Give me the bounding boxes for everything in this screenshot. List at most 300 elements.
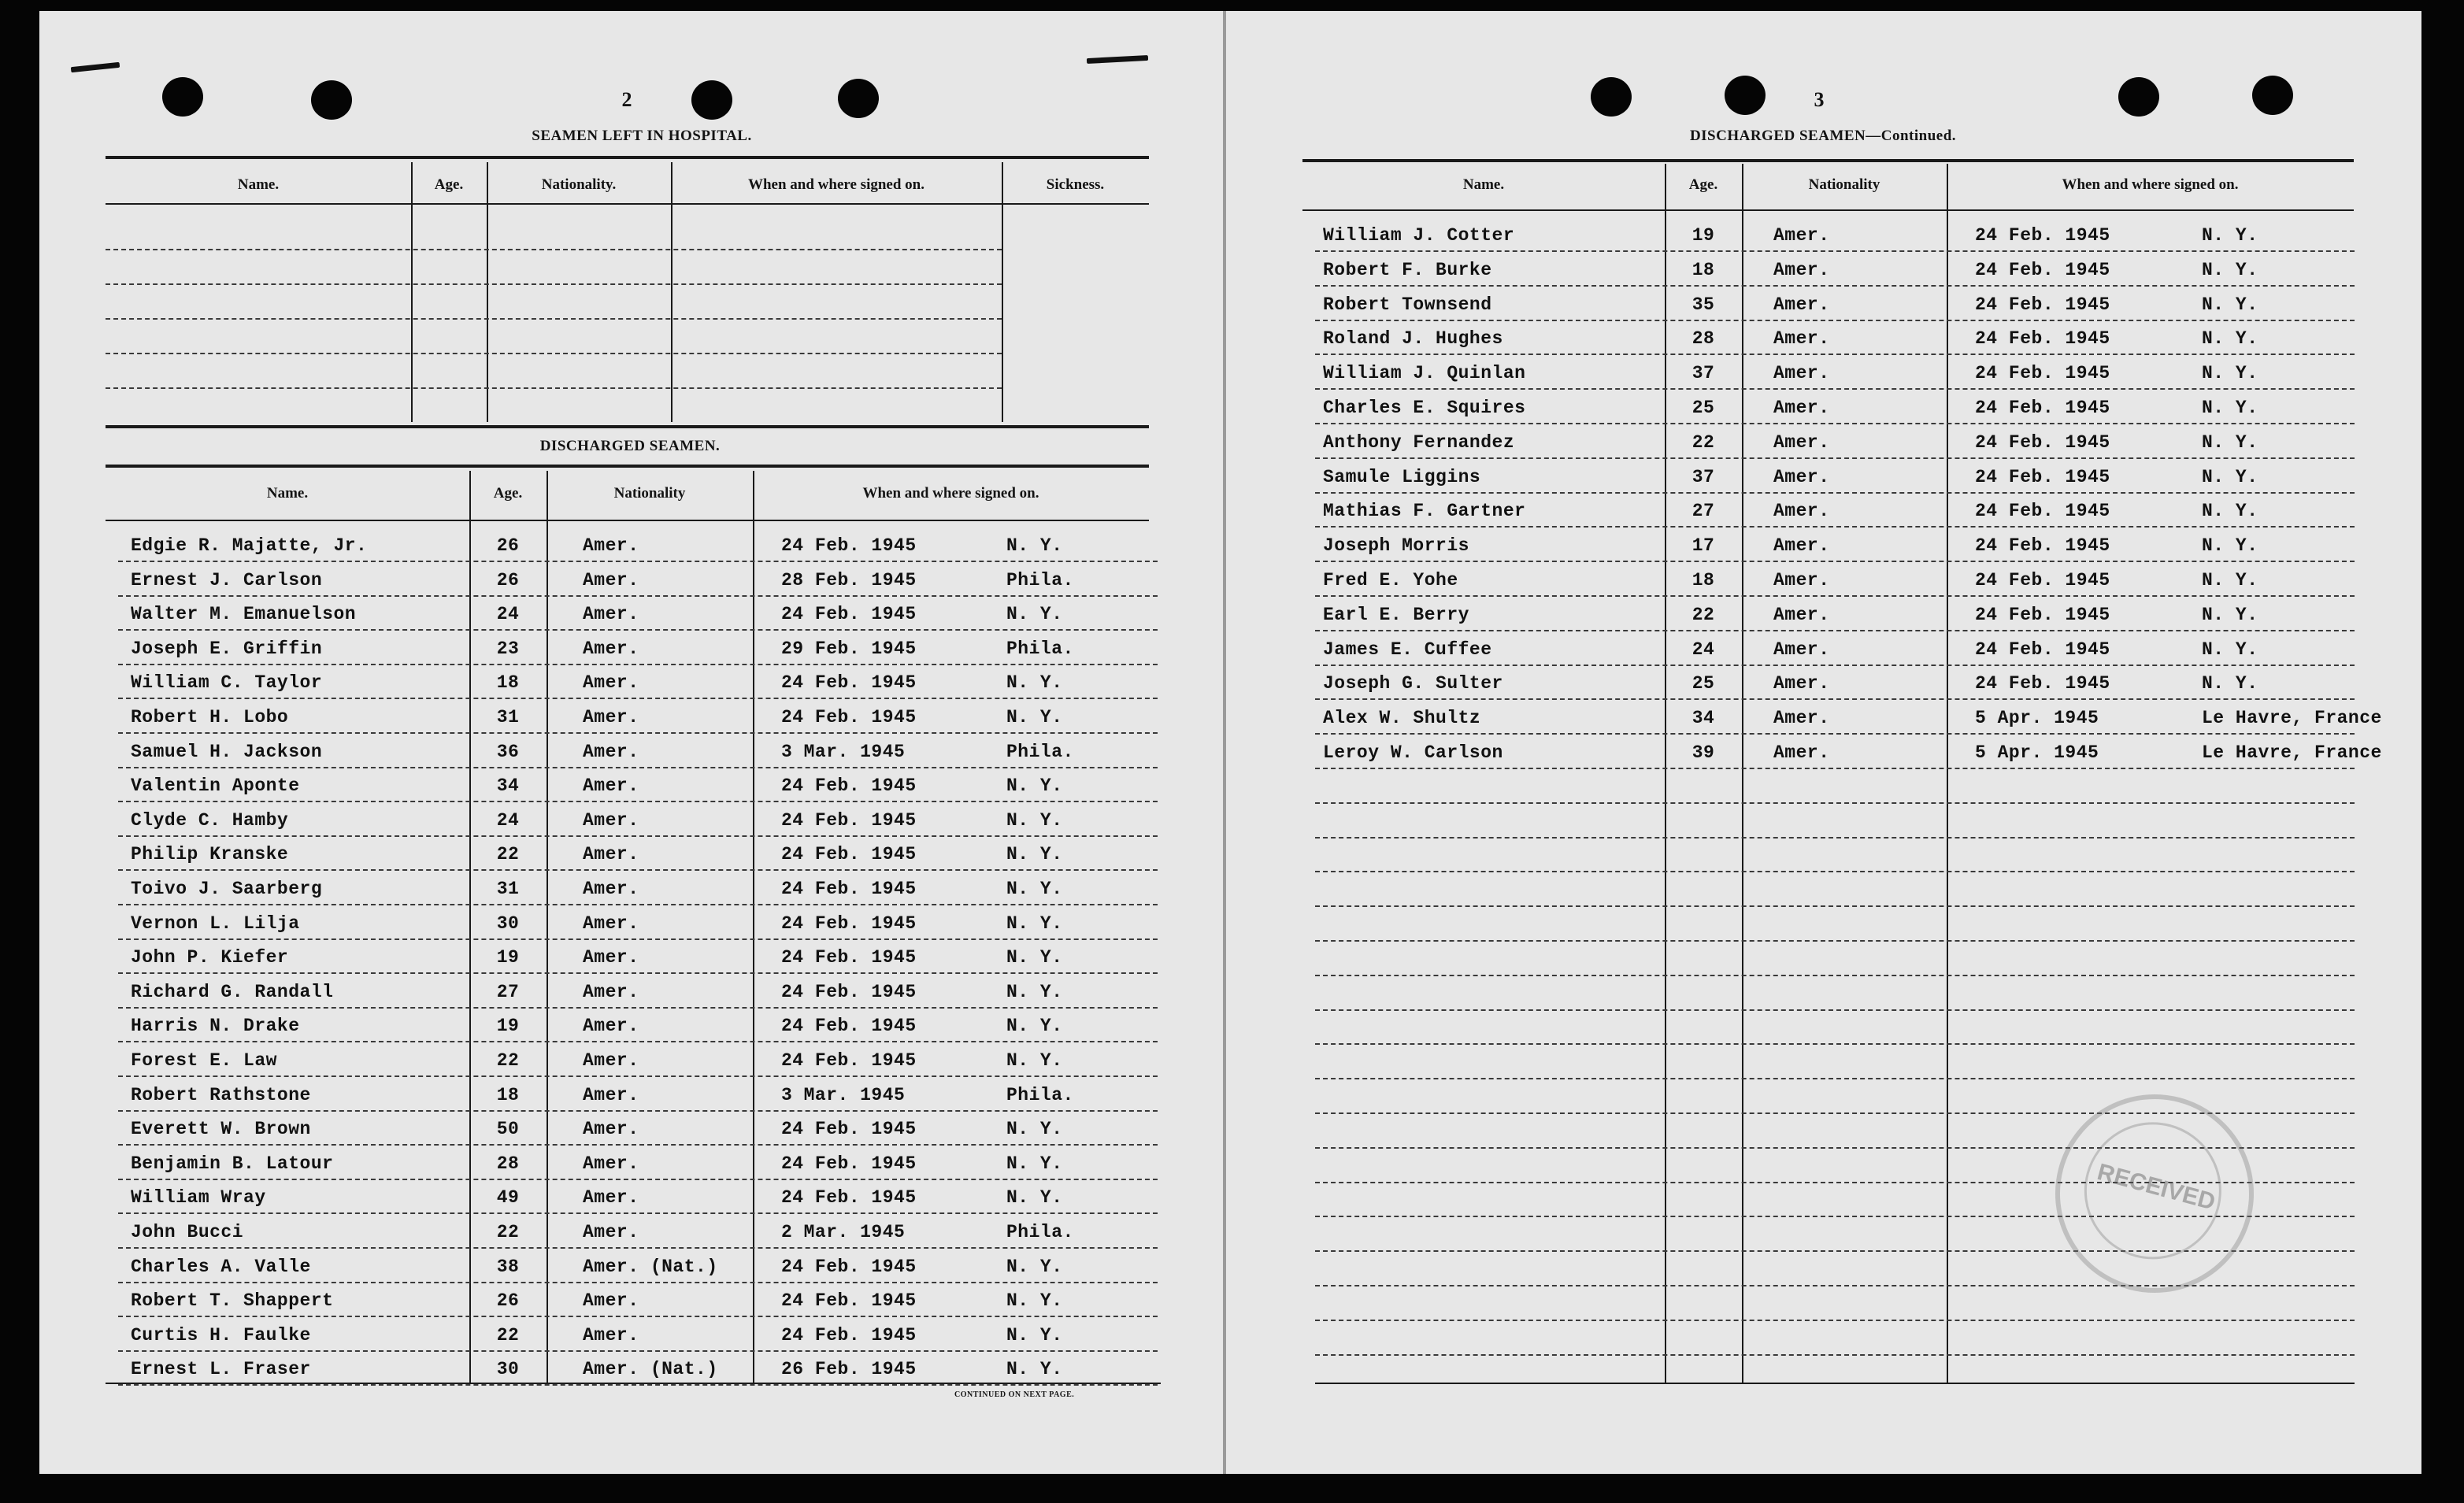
signed-on-place: Le Havre, France bbox=[2202, 708, 2382, 728]
seaman-age: 26 bbox=[496, 535, 520, 556]
signed-on-date: 24 Feb. 1945 bbox=[781, 982, 917, 1002]
row-rule bbox=[1315, 354, 2355, 355]
signed-on-place: N. Y. bbox=[1006, 844, 1063, 864]
seaman-name: Mathias F. Gartner bbox=[1323, 501, 1526, 521]
hospital-empty-row bbox=[106, 318, 1002, 320]
signed-on-place: N. Y. bbox=[1006, 982, 1063, 1002]
seaman-age: 18 bbox=[496, 1085, 520, 1105]
seaman-nationality: Amer. (Nat.) bbox=[583, 1257, 718, 1277]
signed-on-place: N. Y. bbox=[1006, 1119, 1063, 1139]
seaman-nationality: Amer. bbox=[1773, 432, 1830, 453]
hospital-col-signed-on: When and where signed on. bbox=[747, 176, 924, 193]
seaman-nationality: Amer. bbox=[1773, 260, 1830, 280]
hospital-top-rule bbox=[106, 156, 1149, 159]
seaman-nationality: Amer. bbox=[583, 1290, 639, 1311]
discharged-bottom-rule bbox=[106, 1383, 1161, 1384]
seaman-age: 50 bbox=[496, 1119, 520, 1139]
hospital-col-sickness: Sickness. bbox=[1046, 176, 1105, 193]
seaman-nationality: Amer. bbox=[1773, 501, 1830, 521]
right-col-name: Name. bbox=[1462, 176, 1505, 193]
signed-on-date: 24 Feb. 1945 bbox=[1975, 432, 2110, 453]
seaman-name: Robert T. Shappert bbox=[131, 1290, 334, 1311]
signed-on-place: Phila. bbox=[1006, 570, 1074, 590]
seaman-nationality: Amer. bbox=[1773, 398, 1830, 418]
signed-on-place: Phila. bbox=[1006, 1085, 1074, 1105]
seaman-nationality: Amer. bbox=[1773, 328, 1830, 349]
hospital-empty-row bbox=[106, 353, 1002, 354]
seaman-nationality: Amer. bbox=[583, 535, 639, 556]
seaman-name: Everett W. Brown bbox=[131, 1119, 311, 1139]
hospital-col-divider bbox=[487, 162, 488, 422]
seaman-age: 49 bbox=[496, 1187, 520, 1208]
signed-on-date: 24 Feb. 1945 bbox=[1975, 467, 2110, 487]
seaman-name: Roland J. Hughes bbox=[1323, 328, 1503, 349]
signed-on-date: 24 Feb. 1945 bbox=[781, 1153, 917, 1174]
seaman-name: John Bucci bbox=[131, 1222, 244, 1242]
row-rule bbox=[1315, 905, 2355, 907]
seaman-age: 37 bbox=[1691, 363, 1715, 383]
signed-on-date: 24 Feb. 1945 bbox=[781, 672, 917, 693]
signed-on-date: 24 Feb. 1945 bbox=[1975, 328, 2110, 349]
discharged-header-rule bbox=[106, 520, 1149, 521]
row-rule bbox=[1315, 768, 2355, 769]
seaman-name: Valentin Aponte bbox=[131, 776, 300, 796]
signed-on-date: 24 Feb. 1945 bbox=[1975, 363, 2110, 383]
signed-on-date: 24 Feb. 1945 bbox=[1975, 535, 2110, 556]
continued-note: CONTINUED ON NEXT PAGE. bbox=[954, 1390, 1075, 1399]
seaman-age: 18 bbox=[1691, 260, 1715, 280]
signed-on-place: N. Y. bbox=[2202, 501, 2258, 521]
row-rule bbox=[118, 629, 1158, 631]
signed-on-date: 24 Feb. 1945 bbox=[1975, 673, 2110, 694]
signed-on-place: N. Y. bbox=[2202, 363, 2258, 383]
seaman-nationality: Amer. bbox=[583, 1050, 639, 1071]
signed-on-date: 24 Feb. 1945 bbox=[1975, 605, 2110, 625]
signed-on-date: 24 Feb. 1945 bbox=[781, 913, 917, 934]
right-top-rule bbox=[1302, 159, 2354, 162]
hospital-col-name: Name. bbox=[237, 176, 280, 193]
row-rule bbox=[1315, 665, 2355, 666]
hospital-col-divider bbox=[411, 162, 413, 422]
signed-on-place: N. Y. bbox=[1006, 947, 1063, 968]
signed-on-date: 24 Feb. 1945 bbox=[1975, 294, 2110, 315]
signed-on-date: 24 Feb. 1945 bbox=[781, 707, 917, 727]
row-rule bbox=[1315, 388, 2355, 390]
seaman-name: Forest E. Law bbox=[131, 1050, 277, 1071]
right-col-divider bbox=[1742, 164, 1743, 1384]
signed-on-place: N. Y. bbox=[2202, 328, 2258, 349]
row-rule bbox=[118, 1350, 1158, 1352]
seaman-name: Vernon L. Lilja bbox=[131, 913, 300, 934]
seaman-age: 28 bbox=[496, 1153, 520, 1174]
punch-hole bbox=[1725, 76, 1766, 115]
seaman-age: 19 bbox=[496, 947, 520, 968]
seaman-age: 24 bbox=[1691, 639, 1715, 660]
seaman-name: Walter M. Emanuelson bbox=[131, 604, 357, 624]
signed-on-place: N. Y. bbox=[1006, 1290, 1063, 1311]
seaman-nationality: Amer. bbox=[1773, 673, 1830, 694]
seaman-age: 30 bbox=[496, 913, 520, 934]
signed-on-date: 24 Feb. 1945 bbox=[781, 844, 917, 864]
seaman-name: Alex W. Shultz bbox=[1323, 708, 1481, 728]
row-rule bbox=[1315, 457, 2355, 459]
signed-on-date: 24 Feb. 1945 bbox=[781, 1016, 917, 1036]
punch-hole bbox=[1591, 77, 1632, 117]
seaman-age: 22 bbox=[496, 1222, 520, 1242]
discharged-col-name: Name. bbox=[266, 485, 309, 502]
row-rule bbox=[118, 904, 1158, 905]
row-rule bbox=[1315, 837, 2355, 838]
seaman-name: Fred E. Yohe bbox=[1323, 570, 1458, 590]
seaman-name: William J. Cotter bbox=[1323, 225, 1515, 246]
seaman-age: 19 bbox=[1691, 225, 1715, 246]
seaman-name: Clyde C. Hamby bbox=[131, 810, 289, 831]
row-rule bbox=[1315, 733, 2355, 735]
signed-on-place: N. Y. bbox=[1006, 879, 1063, 899]
stamp-text: RECEIVED bbox=[2094, 1159, 2218, 1216]
right-col-signed-on: When and where signed on. bbox=[2062, 176, 2239, 193]
hospital-bottom-rule bbox=[106, 425, 1149, 428]
page-number: 2 bbox=[621, 88, 632, 111]
seaman-age: 37 bbox=[1691, 467, 1715, 487]
seaman-name: Edgie R. Majatte, Jr. bbox=[131, 535, 368, 556]
signed-on-date: 24 Feb. 1945 bbox=[781, 604, 917, 624]
row-rule bbox=[1315, 561, 2355, 562]
signed-on-date: 24 Feb. 1945 bbox=[781, 810, 917, 831]
signed-on-place: N. Y. bbox=[1006, 535, 1063, 556]
row-rule bbox=[118, 1384, 1158, 1386]
seaman-name: Philip Kranske bbox=[131, 844, 289, 864]
seaman-nationality: Amer. bbox=[583, 570, 639, 590]
row-rule bbox=[118, 835, 1158, 837]
signed-on-place: N. Y. bbox=[2202, 260, 2258, 280]
seaman-name: John P. Kiefer bbox=[131, 947, 289, 968]
seaman-nationality: Amer. bbox=[583, 604, 639, 624]
seaman-age: 31 bbox=[496, 879, 520, 899]
signed-on-date: 24 Feb. 1945 bbox=[1975, 398, 2110, 418]
seaman-nationality: Amer. bbox=[1773, 467, 1830, 487]
seaman-nationality: Amer. bbox=[583, 639, 639, 659]
signed-on-date: 2 Mar. 1945 bbox=[781, 1222, 906, 1242]
row-rule bbox=[118, 938, 1158, 940]
right-header-rule bbox=[1302, 209, 2354, 211]
punch-hole bbox=[691, 80, 732, 120]
row-rule bbox=[1315, 423, 2355, 424]
row-rule bbox=[118, 972, 1158, 974]
page-fold bbox=[1223, 11, 1226, 1474]
signed-on-place: N. Y. bbox=[1006, 1016, 1063, 1036]
seaman-nationality: Amer. bbox=[583, 982, 639, 1002]
signed-on-place: Le Havre, France bbox=[2202, 742, 2382, 763]
row-rule bbox=[1315, 802, 2355, 804]
seaman-name: Curtis H. Faulke bbox=[131, 1325, 311, 1346]
seaman-age: 30 bbox=[496, 1359, 520, 1379]
signed-on-place: N. Y. bbox=[2202, 570, 2258, 590]
seaman-name: Robert Rathstone bbox=[131, 1085, 311, 1105]
seaman-age: 27 bbox=[496, 982, 520, 1002]
signed-on-place: N. Y. bbox=[2202, 225, 2258, 246]
seaman-name: William C. Taylor bbox=[131, 672, 323, 693]
seaman-age: 27 bbox=[1691, 501, 1715, 521]
signed-on-date: 24 Feb. 1945 bbox=[781, 1050, 917, 1071]
signed-on-place: N. Y. bbox=[2202, 605, 2258, 625]
seaman-age: 31 bbox=[496, 707, 520, 727]
signed-on-date: 24 Feb. 1945 bbox=[781, 1119, 917, 1139]
row-rule bbox=[1315, 492, 2355, 494]
seaman-nationality: Amer. bbox=[1773, 605, 1830, 625]
signed-on-place: N. Y. bbox=[1006, 707, 1063, 727]
seaman-nationality: Amer. bbox=[583, 844, 639, 864]
hospital-col-nationality: Nationality. bbox=[541, 176, 617, 193]
row-rule bbox=[118, 595, 1158, 597]
signed-on-place: N. Y. bbox=[1006, 913, 1063, 934]
row-rule bbox=[118, 1282, 1158, 1283]
seaman-age: 34 bbox=[496, 776, 520, 796]
signed-on-place: N. Y. bbox=[1006, 776, 1063, 796]
punch-hole bbox=[838, 79, 879, 118]
seaman-name: Robert H. Lobo bbox=[131, 707, 289, 727]
hospital-empty-row bbox=[106, 387, 1002, 389]
signed-on-place: N. Y. bbox=[1006, 810, 1063, 831]
row-rule bbox=[118, 869, 1158, 871]
seaman-age: 22 bbox=[496, 1050, 520, 1071]
seaman-name: William Wray bbox=[131, 1187, 266, 1208]
seaman-age: 26 bbox=[496, 1290, 520, 1311]
continued-title: DISCHARGED SEAMEN—Continued. bbox=[1689, 128, 1957, 144]
hospital-col-divider bbox=[671, 162, 673, 422]
seaman-nationality: Amer. bbox=[583, 1222, 639, 1242]
seaman-nationality: Amer. bbox=[583, 947, 639, 968]
signed-on-place: N. Y. bbox=[1006, 1257, 1063, 1277]
signed-on-date: 24 Feb. 1945 bbox=[781, 1257, 917, 1277]
punch-hole bbox=[2118, 77, 2159, 117]
row-rule bbox=[1315, 1043, 2355, 1045]
signed-on-date: 24 Feb. 1945 bbox=[781, 879, 917, 899]
signed-on-date: 5 Apr. 1945 bbox=[1975, 708, 2099, 728]
row-rule bbox=[118, 1179, 1158, 1180]
punch-hole bbox=[162, 77, 203, 117]
seaman-name: Harris N. Drake bbox=[131, 1016, 300, 1036]
row-rule bbox=[118, 1316, 1158, 1317]
seaman-nationality: Amer. bbox=[583, 672, 639, 693]
seaman-age: 22 bbox=[496, 844, 520, 864]
row-rule bbox=[118, 1110, 1158, 1112]
row-rule bbox=[118, 1247, 1158, 1249]
seaman-age: 17 bbox=[1691, 535, 1715, 556]
seaman-name: Samuel H. Jackson bbox=[131, 742, 323, 762]
hospital-title: SEAMEN LEFT IN HOSPITAL. bbox=[532, 128, 752, 144]
seaman-name: Robert F. Burke bbox=[1323, 260, 1492, 280]
row-rule bbox=[1315, 940, 2355, 942]
signed-on-date: 24 Feb. 1945 bbox=[781, 1325, 917, 1346]
signed-on-date: 24 Feb. 1945 bbox=[781, 776, 917, 796]
right-bottom-rule bbox=[1315, 1383, 2355, 1384]
row-rule bbox=[1315, 1285, 2355, 1286]
signed-on-place: N. Y. bbox=[2202, 432, 2258, 453]
seaman-age: 38 bbox=[496, 1257, 520, 1277]
signed-on-place: N. Y. bbox=[1006, 1187, 1063, 1208]
row-rule bbox=[118, 664, 1158, 665]
signed-on-place: N. Y. bbox=[1006, 1050, 1063, 1071]
signed-on-place: N. Y. bbox=[2202, 535, 2258, 556]
signed-on-place: N. Y. bbox=[2202, 639, 2258, 660]
right-col-age: Age. bbox=[1688, 176, 1718, 193]
signed-on-date: 3 Mar. 1945 bbox=[781, 1085, 906, 1105]
punch-hole bbox=[311, 80, 352, 120]
signed-on-place: N. Y. bbox=[2202, 467, 2258, 487]
row-rule bbox=[118, 1041, 1158, 1042]
signed-on-date: 24 Feb. 1945 bbox=[781, 947, 917, 968]
seaman-name: Joseph G. Sulter bbox=[1323, 673, 1503, 694]
seaman-nationality: Amer. bbox=[583, 1325, 639, 1346]
right-col-divider bbox=[1947, 164, 1948, 1384]
signed-on-date: 5 Apr. 1945 bbox=[1975, 742, 2099, 763]
signed-on-place: N. Y. bbox=[1006, 1325, 1063, 1346]
seaman-age: 25 bbox=[1691, 398, 1715, 418]
seaman-nationality: Amer. bbox=[1773, 708, 1830, 728]
seaman-age: 22 bbox=[496, 1325, 520, 1346]
seaman-nationality: Amer. bbox=[1773, 742, 1830, 763]
row-rule bbox=[1315, 320, 2355, 321]
signed-on-place: N. Y. bbox=[2202, 673, 2258, 694]
seaman-name: Charles A. Valle bbox=[131, 1257, 311, 1277]
seaman-name: Samule Liggins bbox=[1323, 467, 1481, 487]
discharged-col-age: Age. bbox=[493, 485, 523, 502]
discharged-title: DISCHARGED SEAMEN. bbox=[539, 438, 721, 454]
seaman-nationality: Amer. bbox=[1773, 363, 1830, 383]
signed-on-date: 24 Feb. 1945 bbox=[1975, 501, 2110, 521]
seaman-name: Leroy W. Carlson bbox=[1323, 742, 1503, 763]
signed-on-place: Phila. bbox=[1006, 742, 1074, 762]
seaman-name: Richard G. Randall bbox=[131, 982, 334, 1002]
seaman-age: 19 bbox=[496, 1016, 520, 1036]
punch-hole bbox=[2252, 76, 2293, 115]
page-number: 3 bbox=[1814, 88, 1825, 111]
seaman-age: 26 bbox=[496, 570, 520, 590]
seaman-nationality: Amer. bbox=[1773, 225, 1830, 246]
seaman-nationality: Amer. bbox=[1773, 294, 1830, 315]
seaman-age: 34 bbox=[1691, 708, 1715, 728]
seaman-nationality: Amer. bbox=[583, 1119, 639, 1139]
signed-on-place: N. Y. bbox=[1006, 672, 1063, 693]
seaman-nationality: Amer. bbox=[583, 776, 639, 796]
seaman-name: Joseph Morris bbox=[1323, 535, 1469, 556]
seaman-nationality: Amer. bbox=[1773, 535, 1830, 556]
seaman-age: 39 bbox=[1691, 742, 1715, 763]
signed-on-place: Phila. bbox=[1006, 1222, 1074, 1242]
seaman-nationality: Amer. bbox=[583, 742, 639, 762]
seaman-name: Anthony Fernandez bbox=[1323, 432, 1515, 453]
seaman-nationality: Amer. bbox=[583, 1016, 639, 1036]
row-rule bbox=[1315, 975, 2355, 976]
seaman-age: 18 bbox=[1691, 570, 1715, 590]
seaman-age: 23 bbox=[496, 639, 520, 659]
row-rule bbox=[1315, 1320, 2355, 1321]
discharged-top-rule bbox=[106, 465, 1149, 468]
row-rule bbox=[118, 767, 1158, 768]
signed-on-date: 3 Mar. 1945 bbox=[781, 742, 906, 762]
seaman-age: 35 bbox=[1691, 294, 1715, 315]
row-rule bbox=[118, 1144, 1158, 1146]
row-rule bbox=[118, 801, 1158, 802]
seaman-name: Benjamin B. Latour bbox=[131, 1153, 334, 1174]
signed-on-date: 24 Feb. 1945 bbox=[1975, 639, 2110, 660]
seaman-nationality: Amer. (Nat.) bbox=[583, 1359, 718, 1379]
signed-on-place: N. Y. bbox=[1006, 1359, 1063, 1379]
row-rule bbox=[1315, 526, 2355, 528]
seaman-nationality: Amer. bbox=[583, 707, 639, 727]
row-rule bbox=[1315, 1009, 2355, 1011]
seaman-nationality: Amer. bbox=[1773, 639, 1830, 660]
row-rule bbox=[1315, 250, 2355, 252]
hospital-col-age: Age. bbox=[434, 176, 464, 193]
discharged-col-signed-on: When and where signed on. bbox=[862, 485, 1039, 502]
seaman-age: 25 bbox=[1691, 673, 1715, 694]
seaman-name: Ernest L. Fraser bbox=[131, 1359, 311, 1379]
seaman-name: Ernest J. Carlson bbox=[131, 570, 323, 590]
seaman-nationality: Amer. bbox=[583, 810, 639, 831]
signed-on-date: 24 Feb. 1945 bbox=[1975, 570, 2110, 590]
seaman-name: William J. Quinlan bbox=[1323, 363, 1526, 383]
row-rule bbox=[1315, 871, 2355, 872]
signed-on-date: 24 Feb. 1945 bbox=[781, 1187, 917, 1208]
seaman-age: 22 bbox=[1691, 605, 1715, 625]
signed-on-date: 26 Feb. 1945 bbox=[781, 1359, 917, 1379]
seaman-age: 24 bbox=[496, 810, 520, 831]
row-rule bbox=[118, 1075, 1158, 1077]
row-rule bbox=[1315, 285, 2355, 287]
row-rule bbox=[118, 1007, 1158, 1009]
seaman-name: Joseph E. Griffin bbox=[131, 639, 323, 659]
row-rule bbox=[118, 1212, 1158, 1214]
signed-on-date: 24 Feb. 1945 bbox=[1975, 225, 2110, 246]
seaman-nationality: Amer. bbox=[583, 1187, 639, 1208]
seaman-age: 22 bbox=[1691, 432, 1715, 453]
seaman-name: Robert Townsend bbox=[1323, 294, 1492, 315]
signed-on-date: 24 Feb. 1945 bbox=[781, 535, 917, 556]
seaman-age: 28 bbox=[1691, 328, 1715, 349]
hospital-header-rule bbox=[106, 203, 1149, 205]
seaman-nationality: Amer. bbox=[583, 1153, 639, 1174]
row-rule bbox=[118, 561, 1158, 562]
row-rule bbox=[1315, 630, 2355, 631]
seaman-nationality: Amer. bbox=[583, 879, 639, 899]
hospital-col-divider bbox=[1002, 162, 1003, 422]
signed-on-date: 24 Feb. 1945 bbox=[781, 1290, 917, 1311]
row-rule bbox=[1315, 1078, 2355, 1079]
signed-on-date: 28 Feb. 1945 bbox=[781, 570, 917, 590]
row-rule bbox=[1315, 595, 2355, 597]
signed-on-place: Phila. bbox=[1006, 639, 1074, 659]
seaman-nationality: Amer. bbox=[1773, 570, 1830, 590]
signed-on-place: N. Y. bbox=[2202, 398, 2258, 418]
discharged-col-nationality: Nationality bbox=[613, 485, 686, 502]
signed-on-date: 24 Feb. 1945 bbox=[1975, 260, 2110, 280]
hospital-empty-row bbox=[106, 249, 1002, 250]
row-rule bbox=[1315, 1354, 2355, 1356]
signed-on-place: N. Y. bbox=[2202, 294, 2258, 315]
seaman-name: Toivo J. Saarberg bbox=[131, 879, 323, 899]
seaman-nationality: Amer. bbox=[583, 913, 639, 934]
seaman-age: 36 bbox=[496, 742, 520, 762]
signed-on-date: 29 Feb. 1945 bbox=[781, 639, 917, 659]
row-rule bbox=[1315, 698, 2355, 700]
hospital-empty-row bbox=[106, 283, 1002, 285]
row-rule bbox=[118, 698, 1158, 699]
row-rule bbox=[118, 732, 1158, 734]
seaman-name: Charles E. Squires bbox=[1323, 398, 1526, 418]
seaman-age: 24 bbox=[496, 604, 520, 624]
